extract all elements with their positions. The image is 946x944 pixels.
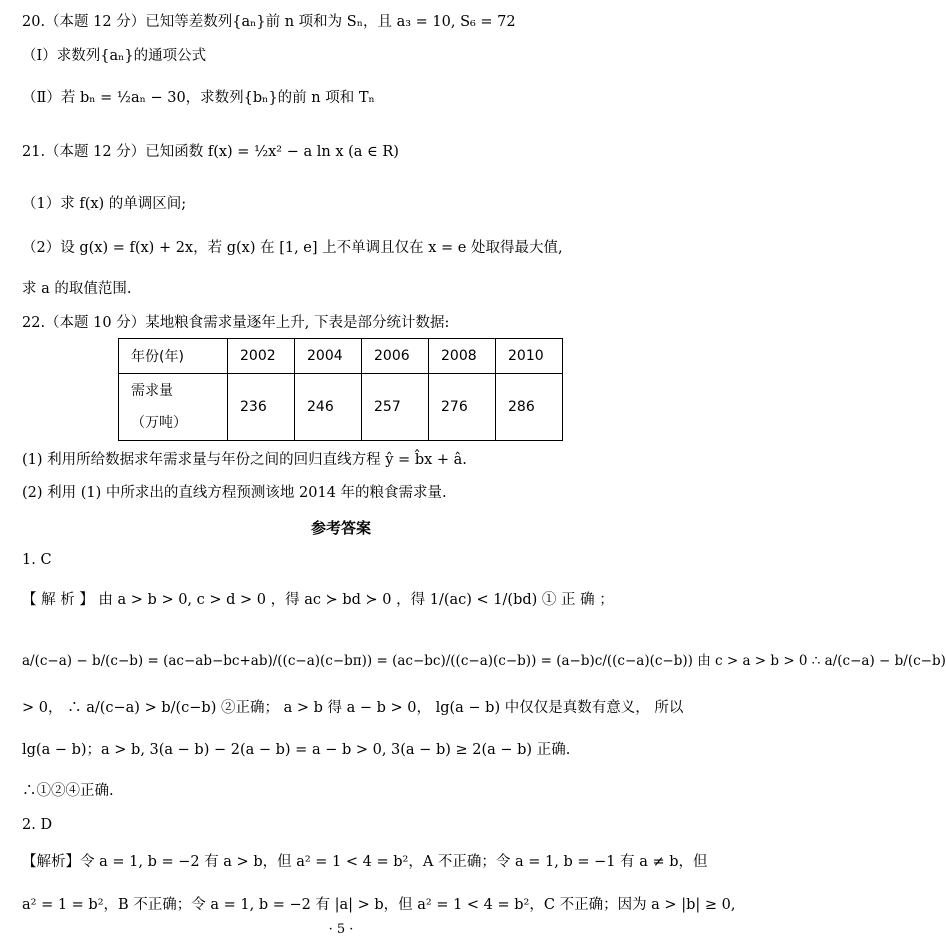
table-value-cell: 276 xyxy=(429,374,496,441)
problem-21-header: 21.（本题 12 分）已知函数 f(x) = ½x² − a ln x (a ∈ R) xyxy=(22,144,399,160)
problem-20-header: 20.（本题 12 分）已知等差数列{aₙ}前 n 项和为 Sₙ，且 a₃ = 10, S₆ = 72 xyxy=(22,14,516,30)
table-value-cell: 286 xyxy=(496,374,563,441)
answer-1-line-4: lg(a − b)；a > b, 3(a − b) − 2(a − b) = a − b > 0, 3(a − b) ≥ 2(a − b) 正确. xyxy=(22,742,571,758)
answer-2-label: 2. D xyxy=(22,817,53,833)
answer-2-line-2: a² = 1 = b²，B 不正确；令 a = 1, b = −2 有 |a| > b，但 a² = 1 < 4 = b²，C 不正确；因为 a > |b| ≥ 0, xyxy=(22,897,736,913)
table-year-cell: 2010 xyxy=(496,339,563,374)
demand-unit: （万吨） xyxy=(131,415,187,431)
problem-22-q2: (2) 利用 (1) 中所求出的直线方程预测该地 2014 年的粮食需求量. xyxy=(22,485,447,501)
table-header-demand xyxy=(119,374,228,441)
table-value-cell: 246 xyxy=(295,374,362,441)
problem-21-part-2: （2）设 g(x) = f(x) + 2x，若 g(x) 在 [1, e] 上不单调且仅在 x = e 处取得最大值, xyxy=(22,240,563,256)
table-header-year: 年份(年) xyxy=(119,339,228,374)
problem-21-part-2-cont: 求 a 的取值范围. xyxy=(22,281,132,297)
answer-1-line-5: ∴①②④正确. xyxy=(22,783,114,799)
table-value-cell: 257 xyxy=(362,374,429,441)
problem-20-part-2: （Ⅱ）若 bₙ = ½aₙ − 30，求数列{bₙ}的前 n 项和 Tₙ xyxy=(22,90,375,106)
answer-1-line-1: 【 解 析 】 由 a > b > 0, c > d > 0 ，得 ac ≻ bd ≻ 0 ，得 1/(ac) < 1/(bd) ① 正 确 ； xyxy=(22,592,614,608)
table-row xyxy=(119,374,563,441)
table-value-cell: 236 xyxy=(228,374,295,441)
table-year-cell: 2008 xyxy=(429,339,496,374)
problem-22-header: 22.（本题 10 分）某地粮食需求量逐年上升, 下表是部分统计数据: xyxy=(22,315,450,331)
problem-22-q1: (1) 利用所给数据求年需求量与年份之间的回归直线方程 ŷ = b̂x + â. xyxy=(22,452,467,468)
table-year-cell: 2006 xyxy=(362,339,429,374)
problem-20-part-1: （Ⅰ）求数列{aₙ}的通项公式 xyxy=(22,48,207,64)
answers-title: 参考答案 xyxy=(310,519,371,537)
answer-1-line-2: a/(c−a) − b/(c−b) = (ac−ab−bc+ab)/((c−a)(c−bπ)) = (ac−bc)/((c−a)(c−b)) = (a−b)c/((c−a)(c−b)) 由 c > a > b > 0 ∴ a/(c−a) − b/(c−b) xyxy=(22,653,946,669)
demand-label: 需求量 xyxy=(131,383,173,399)
answer-2-line-1: 【解析】令 a = 1, b = −2 有 a > b，但 a² = 1 < 4 = b²，A 不正确；令 a = 1, b = −1 有 a ≠ b，但 xyxy=(22,854,708,870)
page-number: · 5 · xyxy=(328,922,354,937)
grain-demand-table xyxy=(118,338,563,441)
table-year-cell: 2004 xyxy=(295,339,362,374)
table-year-cell: 2002 xyxy=(228,339,295,374)
answer-1-line-3: > 0， ∴ a/(c−a) > b/(c−b) ②正确； a > b 得 a − b > 0， lg(a − b) 中仅仅是真数有意义， 所以 xyxy=(22,700,684,716)
answer-1-label: 1. C xyxy=(22,552,52,568)
table-row xyxy=(119,339,563,374)
problem-21-part-1: （1）求 f(x) 的单调区间; xyxy=(22,196,187,212)
